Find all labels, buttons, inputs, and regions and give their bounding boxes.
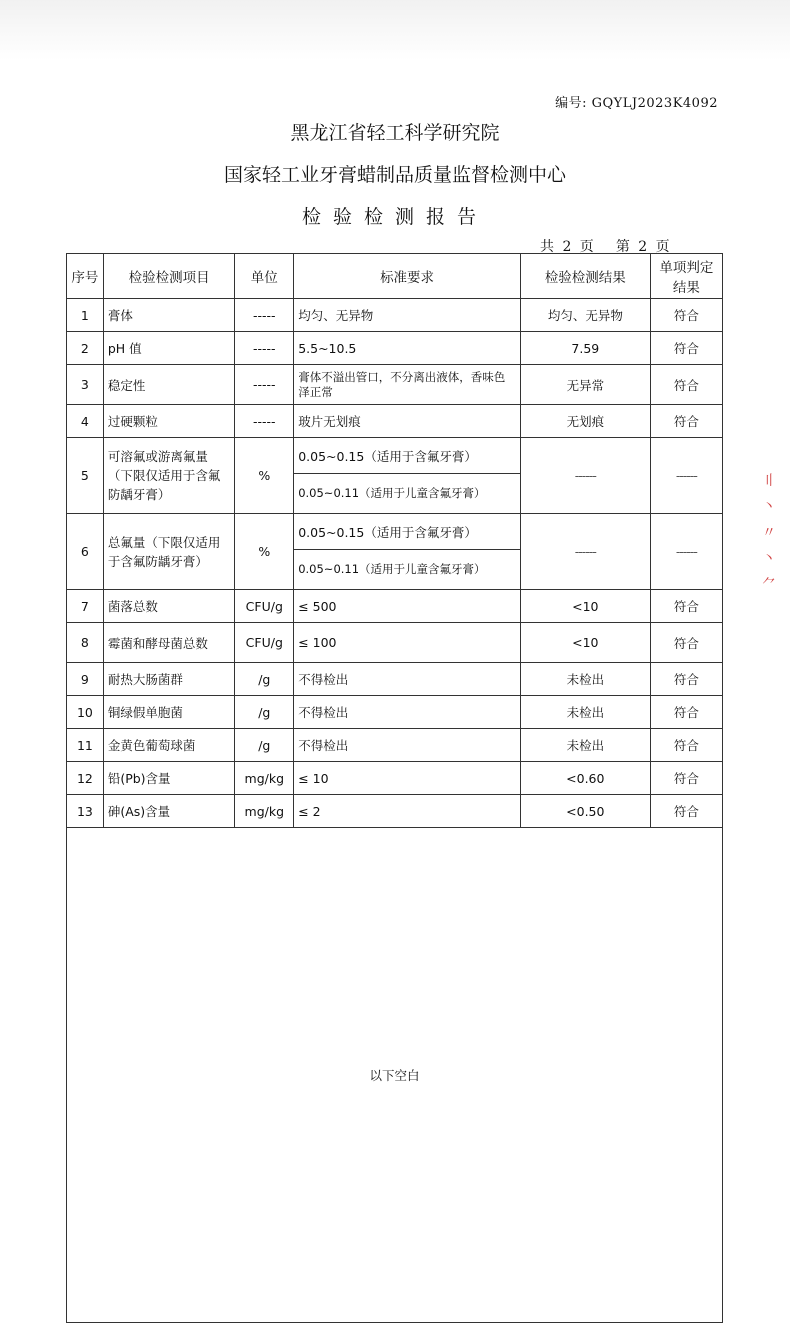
seal-mark: 〢 丶 〃 丶 ⺈: [762, 473, 776, 593]
row-result: <10: [520, 623, 650, 663]
table-row: [67, 438, 723, 474]
row-standard: 均匀、无异物: [294, 299, 521, 332]
row-unit: -----: [235, 299, 294, 332]
row-result: 未检出: [520, 663, 650, 696]
header-item: 检验检测项目: [103, 254, 235, 299]
row-no: 8: [67, 623, 104, 663]
header-conclusion: 单项判定结果: [650, 254, 722, 299]
row-no: 12: [67, 762, 104, 795]
row-item: 铅(Pb)含量: [103, 762, 235, 795]
row-standard: 5.5~10.5: [294, 332, 521, 365]
row-conclusion: 符合: [650, 729, 722, 762]
table-header-row: [67, 254, 723, 299]
row-conclusion: 符合: [650, 762, 722, 795]
row-standard: 膏体不溢出管口，不分离出液体，香味色泽正常: [294, 365, 521, 405]
row-item: 过硬颗粒: [103, 405, 235, 438]
blank-note: 以下空白: [67, 828, 723, 1323]
row-standard-b: 0.05~0.11（适用于儿童含氟牙膏）: [294, 474, 521, 514]
row-no: 11: [67, 729, 104, 762]
row-result: ------: [520, 438, 650, 514]
total-pages: 共 2 页: [540, 239, 594, 255]
table-row: [67, 696, 723, 729]
row-result: 未检出: [520, 696, 650, 729]
row-conclusion: 符合: [650, 590, 722, 623]
row-result: 无异常: [520, 365, 650, 405]
row-conclusion: 符合: [650, 299, 722, 332]
row-result: 无划痕: [520, 405, 650, 438]
row-no: 5: [67, 438, 104, 514]
row-standard: 玻片无划痕: [294, 405, 521, 438]
row-result: <10: [520, 590, 650, 623]
row-standard: ≤ 10: [294, 762, 521, 795]
row-standard: 不得检出: [294, 696, 521, 729]
row-no: 9: [67, 663, 104, 696]
row-conclusion: 符合: [650, 365, 722, 405]
header-unit: 单位: [235, 254, 294, 299]
table-row: [67, 729, 723, 762]
row-standard: 不得检出: [294, 663, 521, 696]
header-result: 检验检测结果: [520, 254, 650, 299]
row-unit: %: [235, 438, 294, 514]
row-unit: /g: [235, 663, 294, 696]
row-no: 13: [67, 795, 104, 828]
row-unit: /g: [235, 729, 294, 762]
row-item: 铜绿假单胞菌: [103, 696, 235, 729]
row-standard-a: 0.05~0.15（适用于含氟牙膏）: [294, 438, 521, 474]
row-result: <0.60: [520, 762, 650, 795]
header-standard: 标准要求: [294, 254, 521, 299]
table-row: [67, 332, 723, 365]
row-standard: ≤ 100: [294, 623, 521, 663]
table-row: [67, 795, 723, 828]
row-conclusion: 符合: [650, 332, 722, 365]
document-title: 检验检测报告: [301, 206, 488, 228]
report-number: 编号: GQYLJ2023K4092: [555, 96, 718, 111]
header-no: 序号: [67, 254, 104, 299]
row-conclusion: 符合: [650, 623, 722, 663]
row-item: pH 值: [103, 332, 235, 365]
row-no: 6: [67, 514, 104, 590]
row-item: 菌落总数: [103, 590, 235, 623]
table-row: [67, 762, 723, 795]
row-no: 3: [67, 365, 104, 405]
row-no: 10: [67, 696, 104, 729]
row-standard: ≤ 2: [294, 795, 521, 828]
row-item: 膏体: [103, 299, 235, 332]
row-result: 7.59: [520, 332, 650, 365]
row-item: 总氟量（下限仅适用于含氟防龋牙膏）: [103, 514, 235, 590]
row-item: 稳定性: [103, 365, 235, 405]
row-no: 7: [67, 590, 104, 623]
row-conclusion: 符合: [650, 405, 722, 438]
table-row: [67, 405, 723, 438]
row-standard-a: 0.05~0.15（适用于含氟牙膏）: [294, 514, 521, 550]
row-result: 未检出: [520, 729, 650, 762]
row-standard: ≤ 500: [294, 590, 521, 623]
table-row: [67, 590, 723, 623]
row-unit: -----: [235, 332, 294, 365]
row-no: 1: [67, 299, 104, 332]
row-standard: 不得检出: [294, 729, 521, 762]
row-result: 均匀、无异物: [520, 299, 650, 332]
row-unit: %: [235, 514, 294, 590]
scan-shadow: [0, 0, 790, 60]
row-item: 可溶氟或游离氟量（下限仅适用于含氟防龋牙膏）: [103, 438, 235, 514]
table-row: [67, 623, 723, 663]
center-name: 国家轻工业牙膏蜡制品质量监督检测中心: [223, 164, 566, 186]
row-item: 耐热大肠菌群: [103, 663, 235, 696]
row-unit: CFU/g: [235, 623, 294, 663]
row-result: <0.50: [520, 795, 650, 828]
table-row: [67, 365, 723, 405]
row-no: 2: [67, 332, 104, 365]
institute-name: 黑龙江省轻工科学研究院: [290, 122, 500, 144]
row-item: 砷(As)含量: [103, 795, 235, 828]
row-unit: -----: [235, 405, 294, 438]
row-unit: mg/kg: [235, 762, 294, 795]
row-unit: /g: [235, 696, 294, 729]
table-row: [67, 514, 723, 550]
table-row: [67, 663, 723, 696]
row-conclusion: 符合: [650, 696, 722, 729]
row-item: 霉菌和酵母菌总数: [103, 623, 235, 663]
table-row: [67, 299, 723, 332]
row-item: 金黄色葡萄球菌: [103, 729, 235, 762]
row-conclusion: ------: [650, 438, 722, 514]
row-unit: mg/kg: [235, 795, 294, 828]
row-unit: CFU/g: [235, 590, 294, 623]
row-conclusion: 符合: [650, 663, 722, 696]
blank-row: [67, 828, 723, 1323]
row-standard-b: 0.05~0.11（适用于儿童含氟牙膏）: [294, 550, 521, 590]
current-page: 第 2 页: [615, 239, 670, 255]
row-conclusion: 符合: [650, 795, 722, 828]
results-table: [66, 253, 723, 1323]
row-no: 4: [67, 405, 104, 438]
row-conclusion: ------: [650, 514, 722, 590]
row-result: ------: [520, 514, 650, 590]
row-unit: -----: [235, 365, 294, 405]
